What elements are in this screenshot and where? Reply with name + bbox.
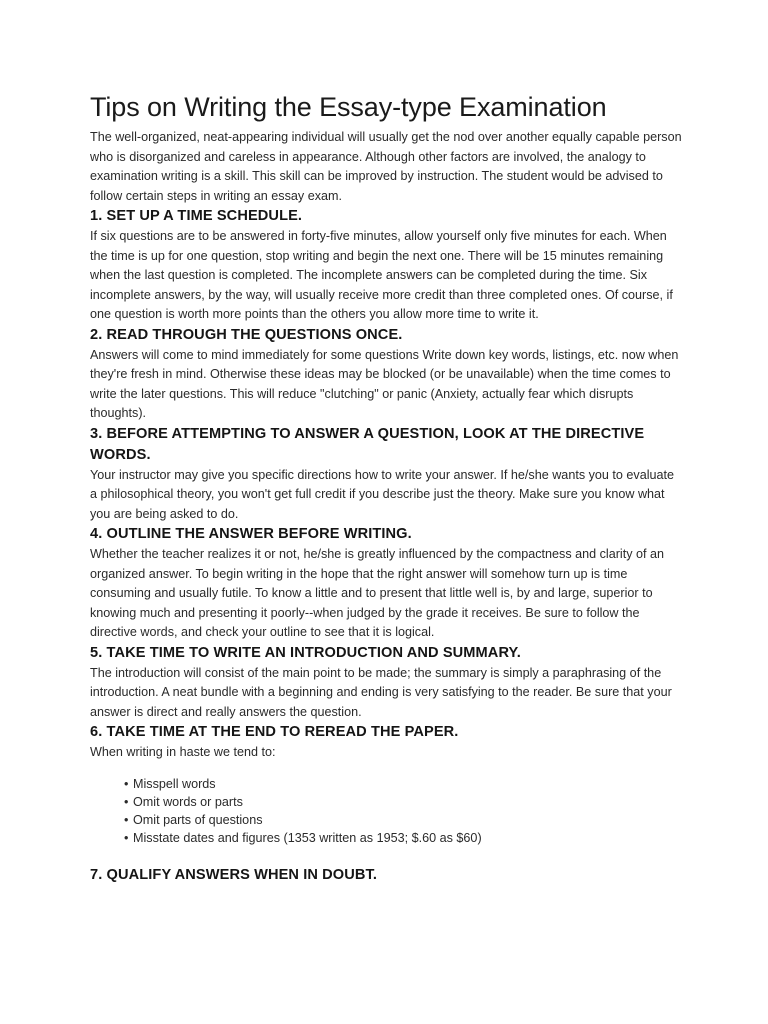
- section-body: When writing in haste we tend to:: [90, 745, 276, 759]
- list-item: [124, 793, 682, 811]
- section-body: Your instructor may give you specific directions how to write your answer. If he/she wants you to evaluate a philosophical theory, you won't get full credit if you describe just the theory. Make sure you know what you are being asked to do.: [90, 467, 675, 521]
- section-5: [90, 643, 682, 723]
- section-body: If six questions are to be answered in forty-five minutes, allow yourself only five minutes for each. When the time is up for one question, stop writing and begin the next one. There will be 15 minutes remaining when the last question is completed. The incomplete answers can be completed during the time. Six incomplete answers, by the way, will usually receive more credit than three completed ones. Of course, if one question is worth more points than the others you allow more time to write it.: [90, 229, 673, 321]
- section-body: The introduction will consist of the main point to be made; the summary is simply a paraphrasing of the introduction. A neat bundle with a beginning and ending is very satisfying to the reader. Be sure that your answer is direct and really answers the question.: [90, 665, 672, 719]
- list-item: [124, 775, 682, 793]
- document-title: Tips on Writing the Essay-type Examination: [90, 92, 607, 122]
- section-heading: 1. SET UP A TIME SCHEDULE.: [90, 208, 303, 224]
- section-body: Answers will come to mind immediately for some questions Write down key words, listings, etc. now when they're fresh in mind. Otherwise these ideas may be blocked (or be unavailable) when the time comes to write the later questions. This will reduce "clutching" or panic (Anxiety, actually fear which disrupts thoughts).: [90, 347, 679, 420]
- bullet-icon: •: [124, 812, 129, 827]
- bullet-list: [90, 775, 682, 847]
- section-heading: 4. OUTLINE THE ANSWER BEFORE WRITING.: [90, 526, 412, 542]
- list-item-text: Misspell words: [133, 776, 216, 791]
- section-2: [90, 325, 682, 424]
- section-3: [90, 424, 682, 525]
- list-item-text: Omit parts of questions: [133, 812, 263, 827]
- list-item-text: Misstate dates and figures (1353 written as 1953; $.60 as $60): [133, 830, 482, 845]
- bullet-icon: •: [124, 794, 129, 809]
- section-body: Whether the teacher realizes it or not, he/she is greatly influenced by the compactness and clarity of an organized answer. To begin writing in the hope that the right answer will somehow turn up is time consuming and usually futile. To know a little and to present that little well is, by and large, superior to knowing much and presenting it poorly--when judged by the grade it receives. Be sure to follow the directive words, and check your outline to see that it is logical.: [90, 547, 665, 639]
- document-page: [90, 90, 682, 886]
- intro-paragraph: The well-organized, neat-appearing individual will usually get the nod over another equally capable person who is disorganized and careless in appearance. Although other factors are involved, the analogy to examination writing is a skill. This skill can be improved by instruction. The student would be advised to follow certain steps in writing an essay exam.: [90, 130, 682, 203]
- section-6: [90, 722, 682, 847]
- list-item-text: Omit words or parts: [133, 794, 243, 809]
- section-7: [90, 865, 682, 886]
- section-heading: 7. QUALIFY ANSWERS WHEN IN DOUBT.: [90, 866, 378, 883]
- section-heading: 5. TAKE TIME TO WRITE AN INTRODUCTION AND SUMMARY.: [90, 644, 521, 661]
- section-4: [90, 524, 682, 643]
- list-item: [124, 811, 682, 829]
- section-heading: 6. TAKE TIME AT THE END TO REREAD THE PAPER.: [90, 724, 459, 740]
- bullet-icon: •: [124, 776, 129, 791]
- section-1: [90, 206, 682, 325]
- section-heading: 2. READ THROUGH THE QUESTIONS ONCE.: [90, 326, 403, 343]
- list-item: [124, 829, 682, 847]
- section-heading: 3. BEFORE ATTEMPTING TO ANSWER A QUESTION, LOOK AT THE DIRECTIVE WORDS.: [90, 425, 645, 463]
- bullet-icon: •: [124, 830, 129, 845]
